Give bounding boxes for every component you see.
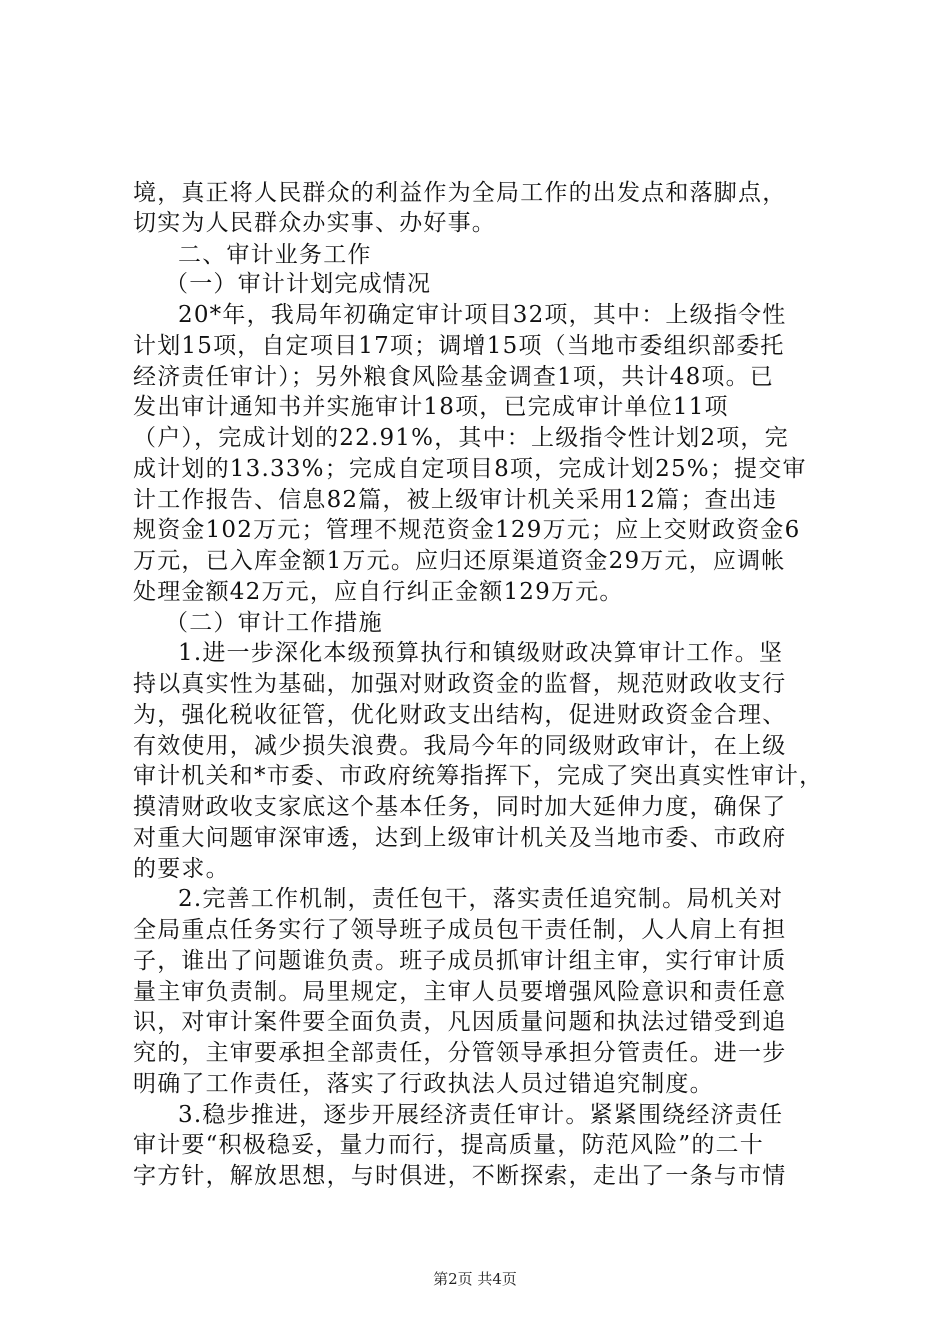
text-line: 识，对审计案件要全面负责，凡因质量问题和执法过错受到追 <box>133 1009 787 1035</box>
text-line: 字方针，解放思想，与时俱进，不断探索，走出了一条与市情 <box>133 1163 787 1189</box>
text-line: 计工作报告、信息82篇，被上级审计机关采用12篇；查出违 <box>133 487 778 513</box>
text-line: 审计要“积极稳妥，量力而行，提高质量，防范风险”的二十 <box>133 1132 764 1158</box>
text-line: 发出审计通知书并实施审计18项，已完成审计单位11项 <box>133 394 729 420</box>
text-line: 明确了工作责任，落实了行政执法人员过错追究制度。 <box>133 1071 714 1097</box>
text-line: 计划15项，自定项目17项；调增15项（当地市委组织部委托 <box>133 333 785 359</box>
subsection-heading: （二）审计工作措施 <box>165 610 383 636</box>
text-line: 持以真实性为基础，加强对财政资金的监督，规范财政收支行 <box>133 671 787 697</box>
text-line: 究的，主审要承担全部责任，分管领导承担分管责任。进一步 <box>133 1040 787 1066</box>
text-line: 万元，已入库金额1万元。应归还原渠道资金29万元，应调帐 <box>133 548 786 574</box>
text-line: 规资金102万元；管理不规范资金129万元；应上交财政资金6 <box>133 517 801 543</box>
text-line: 切实为人民群众办实事、办好事。 <box>133 210 496 236</box>
text-line: 的要求。 <box>133 856 230 882</box>
text-line: 量主审负责制。局里规定，主审人员要增强风险意识和责任意 <box>133 979 787 1005</box>
page-number-footer: 第2页 共4页 <box>433 1270 517 1288</box>
text-line: 审计机关和*市委、市政府统筹指挥下，完成了突出真实性审计， <box>133 763 824 789</box>
text-line: 境，真正将人民群众的利益作为全局工作的出发点和落脚点， <box>133 180 787 206</box>
text-line: 子，谁出了问题谁负责。班子成员抓审计组主审，实行审计质 <box>133 948 787 974</box>
text-line: 处理金额42万元，应自行纠正金额129万元。 <box>133 579 624 605</box>
text-line: 经济责任审计）；另外粮食风险基金调查1项，共计48项。已 <box>133 364 774 390</box>
text-line: 2.完善工作机制，责任包干，落实责任追究制。局机关对 <box>178 886 784 912</box>
text-line: 3.稳步推进，逐步开展经济责任审计。紧紧围绕经济责任 <box>178 1102 784 1128</box>
subsection-heading: （一）审计计划完成情况 <box>165 271 432 297</box>
text-line: 全局重点任务实行了领导班子成员包干责任制，人人肩上有担 <box>133 917 787 943</box>
text-line: （户），完成计划的22.91%，其中：上级指令性计划2项，完 <box>133 425 789 451</box>
text-line: 为，强化税收征管，优化财政支出结构，促进财政资金合理、 <box>133 702 787 728</box>
text-line: 1.进一步深化本级预算执行和镇级财政决算审计工作。坚 <box>178 640 784 666</box>
text-line: 摸清财政收支家底这个基本任务，同时加大延伸力度，确保了 <box>133 794 787 820</box>
section-heading: 二、审计业务工作 <box>178 242 372 268</box>
text-line: 有效使用，减少损失浪费。我局今年的同级财政审计，在上级 <box>133 733 787 759</box>
text-line: 成计划的13.33%；完成自定项目8项，完成计划25%；提交审 <box>133 456 807 482</box>
text-line: 20*年，我局年初确定审计项目32项，其中：上级指令性 <box>178 302 787 328</box>
text-line: 对重大问题审深审透，达到上级审计机关及当地市委、市政府 <box>133 825 787 851</box>
